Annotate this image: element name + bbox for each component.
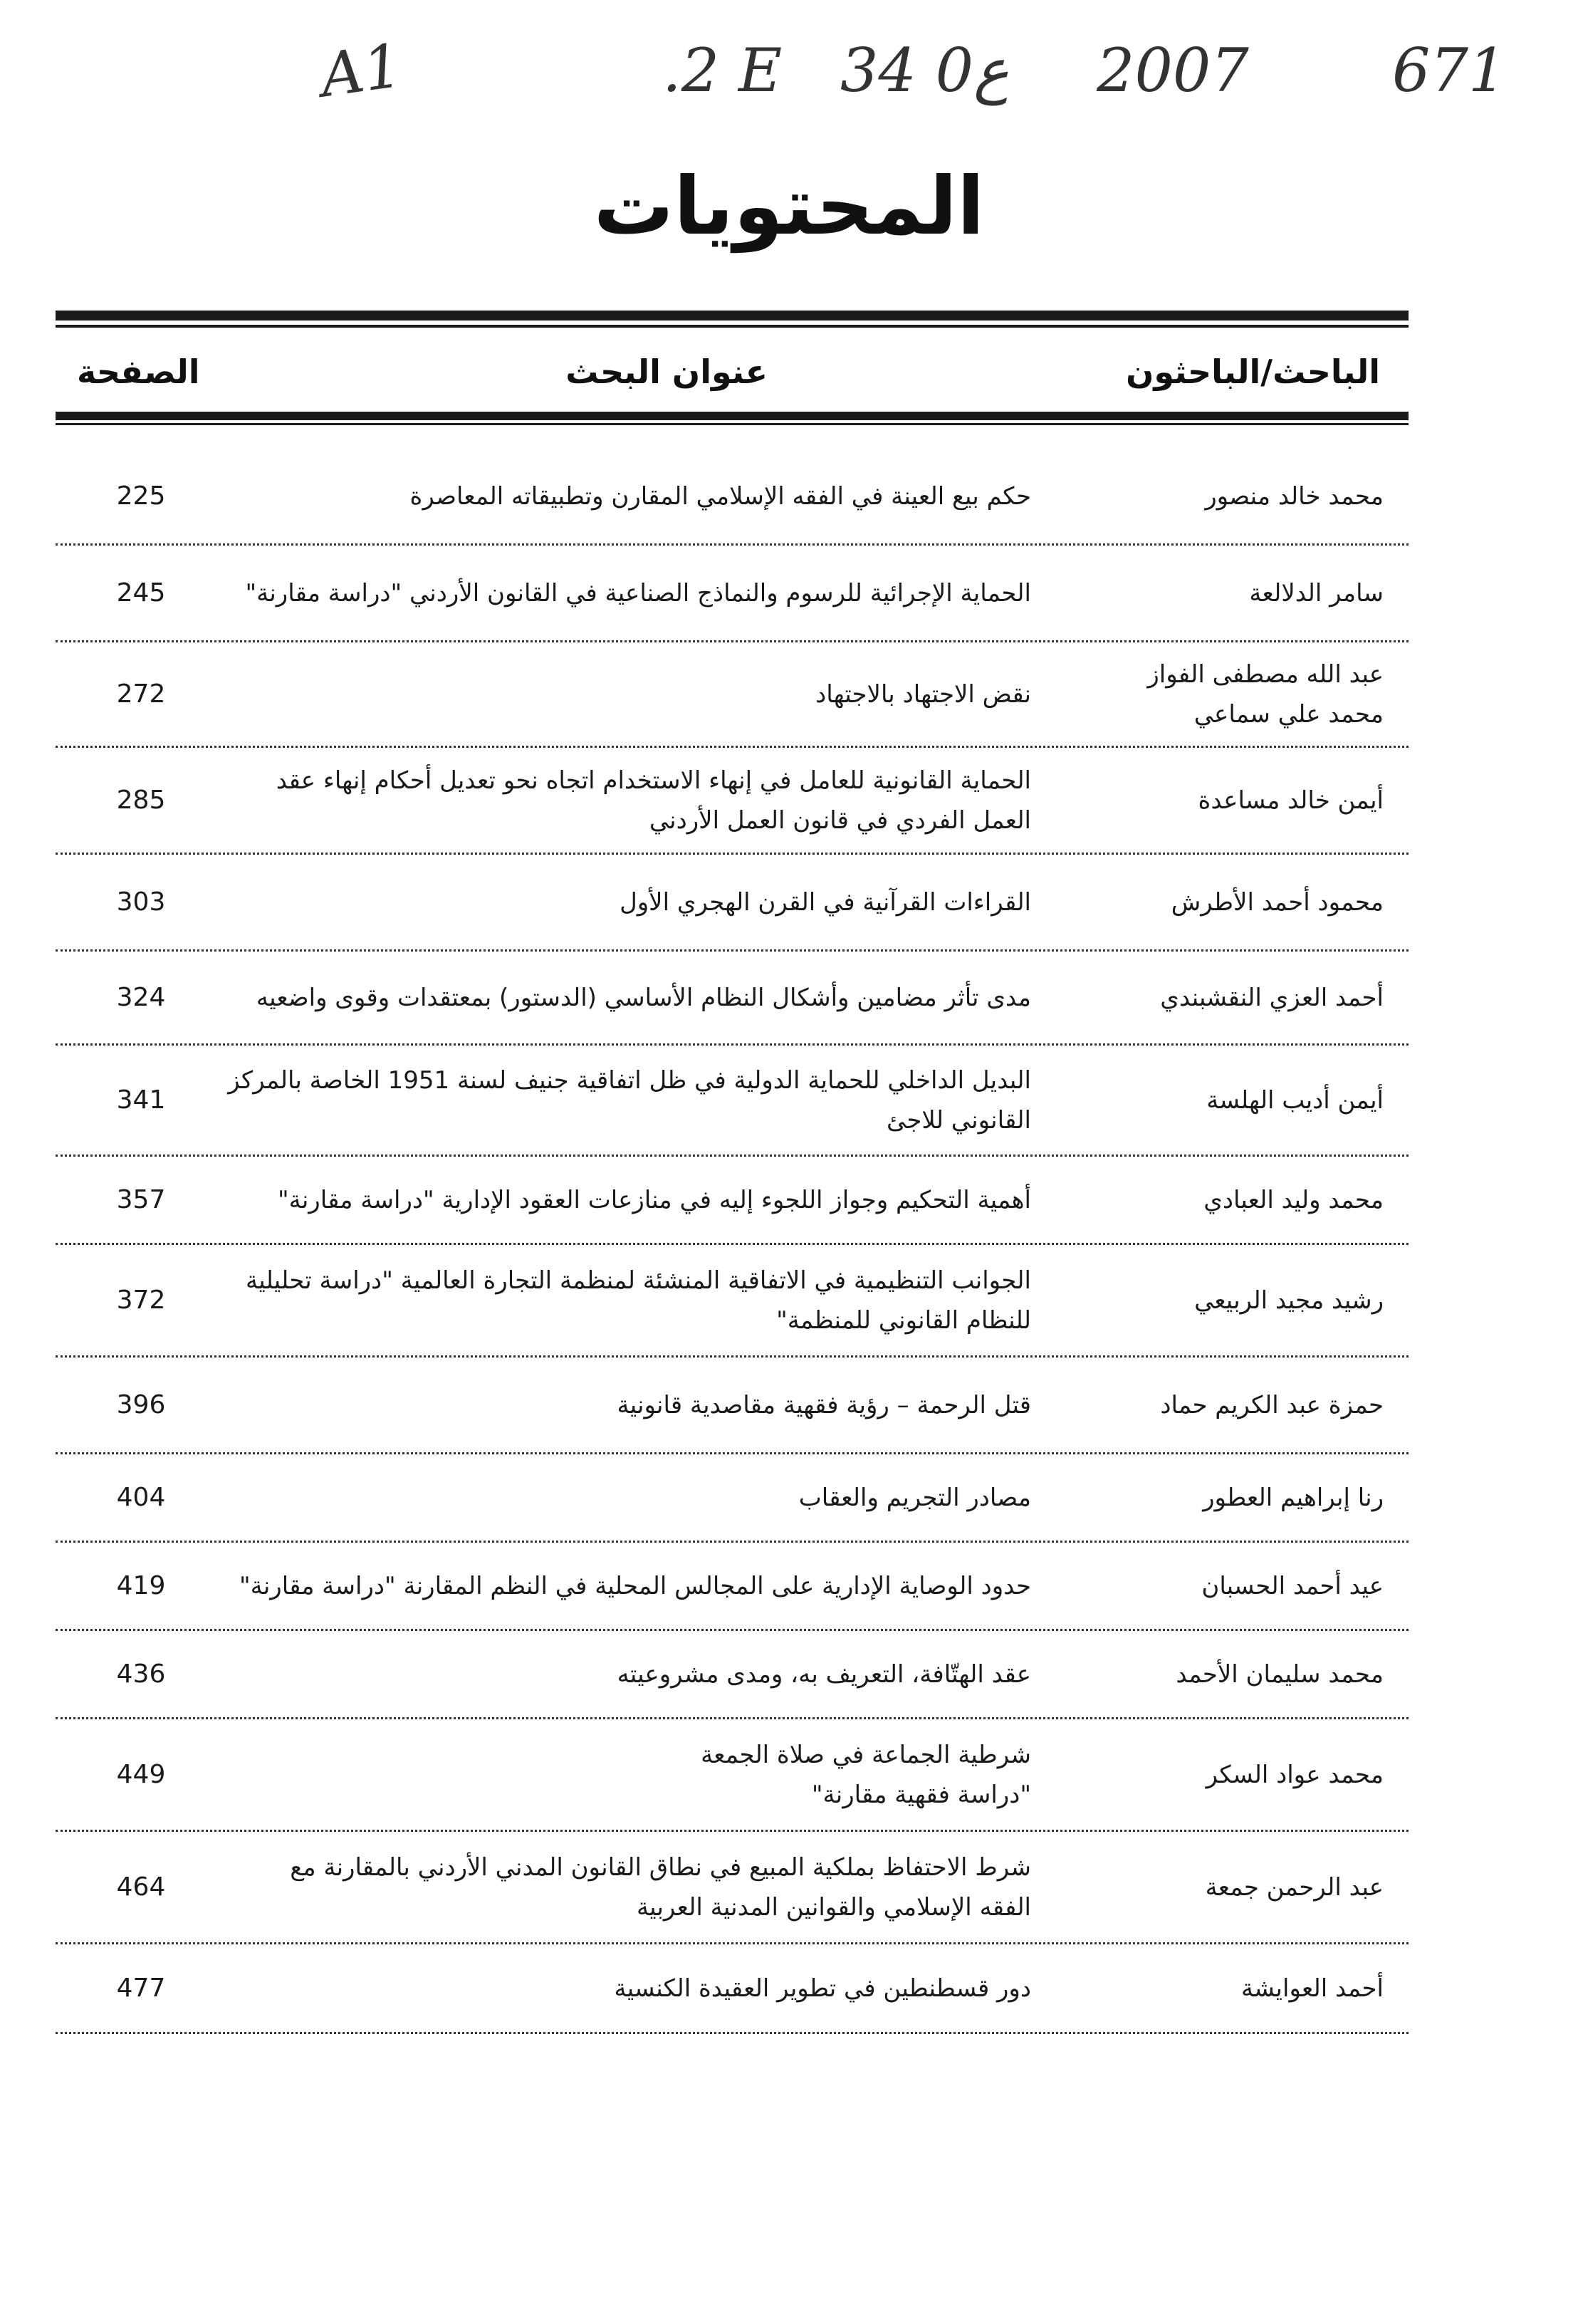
title-line: القراءات القرآنية في القرن الهجري الأول	[620, 887, 1031, 917]
entry-title	[226, 1261, 1031, 1340]
title-line: البديل الداخلي للحماية الدولية في ظل اتفاقية جنيف لسنة 1951 الخاصة بالمركز	[228, 1065, 1031, 1095]
title-line: حكم بيع العينة في الفقه الإسلامي المقارن وتطبيقاته المعاصرة	[409, 481, 1031, 511]
entry-title	[226, 1385, 1031, 1425]
entry-author	[1031, 655, 1409, 734]
entry-page-number: 449	[116, 1759, 166, 1789]
author-name: أيمن خالد مساعدة	[1198, 786, 1384, 815]
entry-page-number: 396	[116, 1390, 166, 1419]
entry-author	[1031, 882, 1409, 922]
entry-title	[226, 1735, 1031, 1815]
table-header	[56, 353, 1409, 402]
entry-page-number: 357	[116, 1184, 166, 1214]
entry-page-number: 341	[116, 1085, 166, 1115]
toc-entry	[56, 1358, 1409, 1454]
title-line: شرطية الجماعة في صلاة الجمعة	[701, 1740, 1031, 1769]
entry-page-number: 404	[116, 1482, 166, 1512]
entry-page-number: 303	[116, 887, 166, 917]
entry-author	[1031, 1478, 1409, 1518]
entry-title	[226, 1180, 1031, 1220]
author-name: محمد عواد السكر	[1206, 1760, 1384, 1789]
handwritten-code: .2 E	[662, 36, 783, 105]
toc-entry	[56, 1046, 1409, 1157]
handwritten-a1: A1	[315, 30, 407, 111]
title-line: شرط الاحتفاظ بملكية المبيع في نطاق القانون المدني الأردني بالمقارنة مع	[290, 1853, 1031, 1882]
title-line: للنظام القانوني للمنظمة"	[776, 1306, 1031, 1335]
entry-title	[226, 1478, 1031, 1518]
handwritten-volume: 34 ع0	[840, 36, 1010, 105]
author-name: محمد سليمان الأحمد	[1176, 1659, 1384, 1689]
title-divider-thin	[56, 325, 1409, 328]
toc-entry	[56, 1157, 1409, 1245]
column-header-title: عنوان البحث	[565, 353, 768, 391]
column-header-author: الباحث/الباحثون	[1126, 353, 1380, 391]
entry-author	[1031, 1566, 1409, 1606]
entry-title	[226, 978, 1031, 1018]
entry-page-number: 225	[116, 481, 166, 511]
entry-author	[1031, 781, 1409, 820]
toc-entry	[56, 855, 1409, 952]
toc-entry	[56, 642, 1409, 748]
entry-page-number: 272	[116, 679, 166, 709]
toc-entry	[56, 952, 1409, 1046]
toc-entry	[56, 449, 1409, 546]
author-name: محمد خالد منصور	[1205, 481, 1384, 511]
page-title: المحتويات	[593, 160, 985, 253]
title-line: دور قسطنطين في تطوير العقيدة الكنسية	[614, 1974, 1031, 2003]
title-line: "دراسة فقهية مقارنة"	[811, 1780, 1031, 1809]
entry-title	[226, 1969, 1031, 2008]
author-name: محمود أحمد الأطرش	[1171, 887, 1384, 917]
entry-title	[226, 882, 1031, 922]
entry-title	[226, 1566, 1031, 1606]
author-name: سامر الدلالعة	[1249, 578, 1384, 608]
entry-page-number: 477	[116, 1973, 166, 2003]
entry-author	[1031, 1655, 1409, 1694]
entry-title	[226, 573, 1031, 613]
entry-page-number: 419	[116, 1570, 166, 1600]
title-line: نقض الاجتهاد بالاجتهاد	[815, 679, 1031, 709]
entry-author	[1031, 1385, 1409, 1425]
title-line: الحماية القانونية للعامل في إنهاء الاستخدام اتجاه نحو تعديل أحكام إنهاء عقد	[276, 766, 1031, 795]
table-of-contents	[56, 449, 1409, 2034]
author-name: أيمن أديب الهلسة	[1206, 1085, 1384, 1115]
entry-author	[1031, 1969, 1409, 2008]
author-name: حمزة عبد الكريم حماد	[1160, 1390, 1384, 1419]
handwritten-page-ref: 671	[1392, 36, 1507, 105]
title-line: القانوني للاجئ	[886, 1105, 1031, 1135]
entry-page-number: 464	[116, 1872, 166, 1902]
toc-entry	[56, 1245, 1409, 1358]
entry-page-number: 285	[116, 785, 166, 815]
toc-entry	[56, 546, 1409, 642]
toc-entry	[56, 1543, 1409, 1631]
entry-title	[226, 1848, 1031, 1927]
author-name: أحمد العوايشة	[1240, 1974, 1384, 2003]
toc-entry	[56, 1631, 1409, 1719]
toc-entry	[56, 1944, 1409, 2034]
title-line: قتل الرحمة – رؤية فقهية مقاصدية قانونية	[617, 1390, 1031, 1419]
author-name: أحمد العزي النقشبندي	[1160, 983, 1384, 1012]
author-name: محمد علي سماعي	[1193, 699, 1384, 729]
title-divider	[56, 311, 1409, 321]
toc-entry	[56, 1832, 1409, 1944]
entry-title	[226, 1061, 1031, 1140]
entry-author	[1031, 978, 1409, 1018]
entry-page-number: 324	[116, 982, 166, 1012]
entry-page-number: 436	[116, 1659, 166, 1689]
title-line: العمل الفردي في قانون العمل الأردني	[649, 806, 1031, 835]
author-name: عبد الرحمن جمعة	[1205, 1872, 1384, 1902]
title-line: الحماية الإجرائية للرسوم والنماذج الصناعية في القانون الأردني "دراسة مقارنة"	[245, 578, 1031, 608]
entry-title	[226, 1655, 1031, 1694]
entry-title	[226, 761, 1031, 840]
entry-page-number: 245	[116, 578, 166, 608]
header-divider-thin	[56, 423, 1409, 425]
title-line: مصادر التجريم والعقاب	[798, 1483, 1031, 1512]
header-divider	[56, 412, 1409, 420]
title-line: مدى تأثر مضامين وأشكال النظام الأساسي (الدستور) بمعتقدات وقوى واضعيه	[256, 983, 1031, 1012]
toc-entry	[56, 1454, 1409, 1543]
author-name: عبد الله مصطفى الفواز	[1147, 660, 1384, 689]
toc-entry	[56, 1719, 1409, 1832]
title-line: عقد الهتّافة، التعريف به، ومدى مشروعيته	[617, 1659, 1031, 1689]
author-name: محمد وليد العبادي	[1203, 1185, 1384, 1214]
handwritten-annotations	[0, 21, 1578, 121]
entry-author	[1031, 1180, 1409, 1220]
title-line: حدود الوصاية الإدارية على المجالس المحلية في النظم المقارنة "دراسة مقارنة"	[239, 1571, 1031, 1600]
entry-author	[1031, 1755, 1409, 1795]
title-line: أهمية التحكيم وجواز اللجوء إليه في منازعات العقود الإدارية "دراسة مقارنة"	[277, 1185, 1031, 1214]
entry-author	[1031, 476, 1409, 516]
column-header-page: الصفحة	[77, 353, 200, 391]
entry-page-number: 372	[116, 1285, 166, 1315]
entry-author	[1031, 573, 1409, 613]
author-name: رشيد مجيد الربيعي	[1194, 1286, 1384, 1315]
title-line: الفقه الإسلامي والقوانين المدنية العربية	[636, 1892, 1031, 1922]
entry-title	[226, 476, 1031, 516]
entry-author	[1031, 1080, 1409, 1120]
title-line: الجوانب التنظيمية في الاتفاقية المنشئة لمنظمة التجارة العالمية "دراسة تحليلية	[246, 1266, 1031, 1295]
handwritten-year: 2007	[1097, 36, 1249, 105]
author-name: رنا إبراهيم العطور	[1203, 1483, 1384, 1512]
toc-entry	[56, 748, 1409, 855]
author-name: عيد أحمد الحسبان	[1201, 1571, 1384, 1600]
entry-author	[1031, 1867, 1409, 1907]
entry-title	[226, 674, 1031, 714]
entry-author	[1031, 1281, 1409, 1320]
